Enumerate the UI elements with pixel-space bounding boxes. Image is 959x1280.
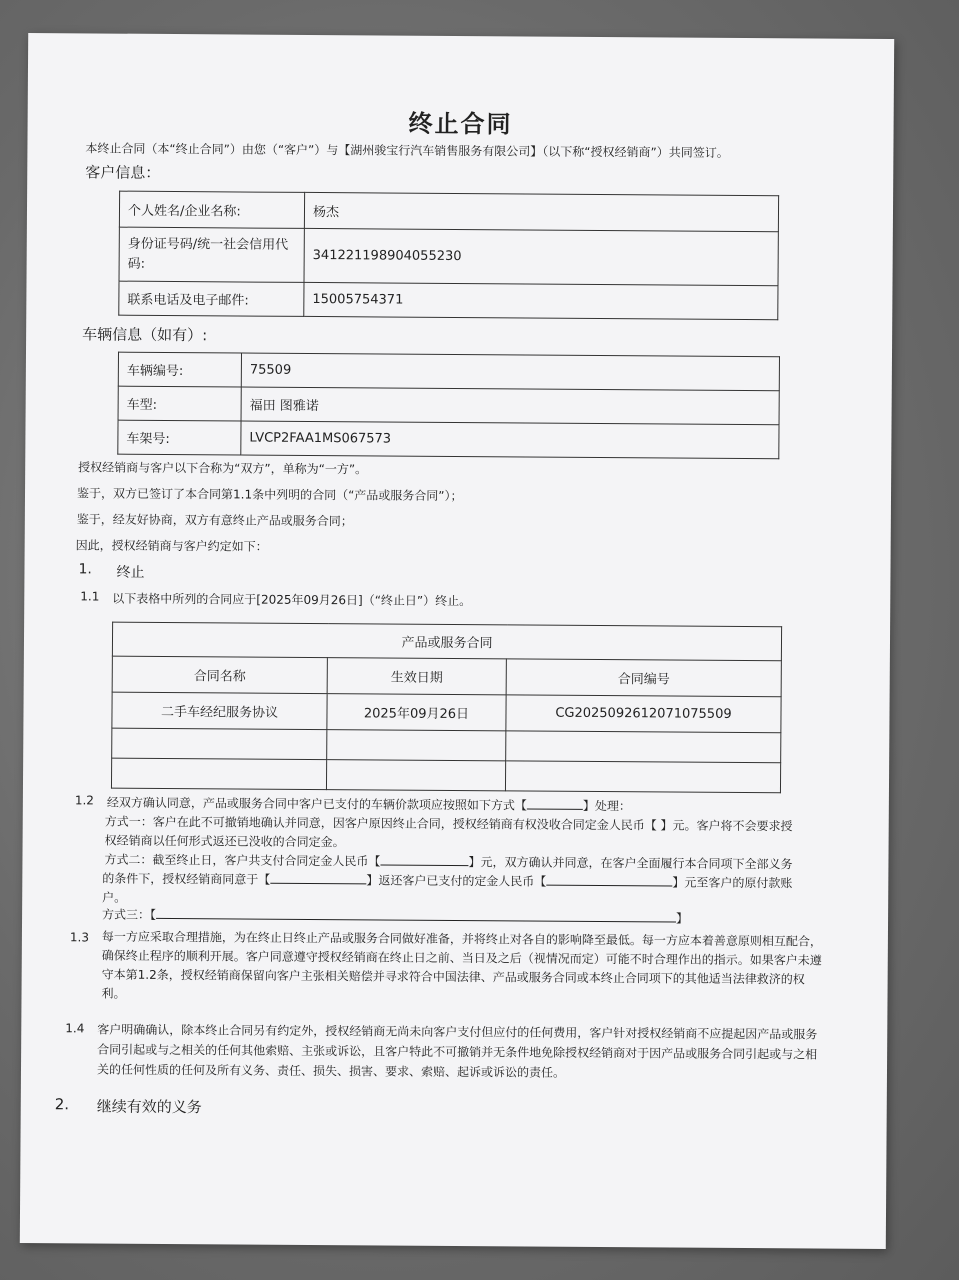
vehicle-vin-label: 车架号:	[118, 420, 241, 455]
vehicle-heading: 车辆信息（如有）:	[82, 325, 208, 345]
customer-name-label: 个人姓名/企业名称:	[119, 191, 304, 228]
table-row	[112, 656, 781, 697]
header-contract-number: 合同编号	[506, 659, 781, 697]
customer-info-table	[118, 191, 779, 321]
clause-1-2-text-b: 】处理：	[582, 798, 631, 814]
document-page	[20, 33, 894, 1249]
customer-heading: 客户信息：	[85, 163, 161, 182]
recital-parties: 授权经销商与客户以下合称为“双方”，单称为“一方”。	[78, 460, 368, 477]
contract-table	[111, 622, 782, 794]
empty-cell	[505, 761, 780, 793]
clause-1-1-number: 1.1	[80, 589, 100, 604]
section-1-title: 终止	[116, 564, 145, 581]
refund-date-blank[interactable]	[270, 871, 366, 885]
customer-contact-label: 联系电话及电子邮件:	[119, 281, 304, 316]
empty-cell	[111, 758, 326, 790]
recital-whereas-2: 鉴于，经友好协商，双方有意终止产品或服务合同；	[76, 512, 353, 529]
contract-table-caption: 产品或服务合同	[112, 622, 781, 661]
table-row	[112, 622, 781, 661]
table-row	[118, 386, 779, 425]
vehicle-number-value: 75509	[241, 353, 779, 391]
clause-1-4-number: 1.4	[65, 1021, 85, 1036]
way2-text-b: 】元，双方确认并同意，在客户全面履行本合同项下全部义务	[468, 855, 793, 872]
way2-text-c: 的条件下，授权经销商同意于【	[102, 871, 271, 887]
way1-line1: 方式一：客户在此不可撤销地确认并同意，因客户原因终止合同，授权经销商有权没收合同定金人民币【 】元。客户将不会要求授	[104, 814, 793, 834]
page-title: 终止合同	[408, 109, 513, 139]
customer-contact-value: 15005754371	[304, 282, 778, 319]
clause-1-2-line	[107, 794, 631, 815]
method-blank[interactable]	[527, 796, 583, 809]
way2-text-d: 】返还客户已支付的定金人民币【	[366, 873, 547, 889]
clause-1-4-text: 客户明确确认，除本终止合同另有约定外，授权经销商无尚未向客户支付但应付的任何费用，客户针对授权经销商不应提起因产品或服务合同引起或与之相关的任何其他索赔、主张或诉讼，且客户特此不可撤销并无条件地免除授权经销商对于因产品或服务合同引起或与之相关的任何性质的任何及所有义务、责任、损失、损害、要求、索赔、起诉或诉讼的责任。	[96, 1022, 818, 1080]
table-row	[119, 191, 778, 232]
way2-line3: 户。	[102, 890, 127, 905]
clause-1-2-text-a: 经双方确认同意，产品或服务合同中客户已支付的车辆价款项应按照如下方式【	[106, 795, 527, 813]
way2-text-e: 】元至客户的原付款账	[672, 875, 793, 891]
empty-cell	[506, 731, 781, 763]
way2-line1	[104, 851, 792, 873]
way2-text-a: 方式二：截至终止日，客户共支付合同定金人民币【	[104, 852, 381, 869]
customer-name-value: 杨杰	[304, 192, 778, 231]
table-row	[118, 420, 779, 459]
table-row	[111, 758, 780, 793]
vehicle-number-label: 车辆编号:	[118, 352, 241, 387]
table-row	[119, 227, 778, 286]
deposit-amount-blank[interactable]	[380, 852, 468, 866]
recital-therefore: 因此，授权经销商与客户约定如下：	[75, 538, 268, 554]
empty-cell	[326, 760, 505, 791]
customer-id-value: 341221198904055230	[304, 228, 778, 285]
clause-1-3-number: 1.3	[69, 930, 90, 945]
way1-line2: 权经销商以任何形式返还已没收的合同定金。	[104, 833, 345, 850]
section-2-title: 继续有效的义务	[96, 1097, 202, 1117]
vehicle-model-value: 福田 图雅诺	[241, 387, 779, 425]
customer-id-label: 身份证号码/统一社会信用代码:	[119, 227, 304, 282]
table-row	[118, 352, 779, 391]
empty-cell	[112, 728, 327, 760]
vehicle-model-label: 车型:	[118, 386, 241, 421]
empty-cell	[327, 730, 506, 761]
vehicle-vin-value: LVCP2FAA1MS067573	[241, 421, 779, 459]
header-effective-date: 生效日期	[327, 658, 506, 695]
way3-text-a: 方式三：【	[102, 907, 157, 922]
table-row	[119, 281, 778, 320]
section-2-number: 2.	[54, 1095, 70, 1114]
cell-contract-number: CG2025092612071075509	[506, 695, 781, 733]
table-row	[112, 728, 781, 763]
header-contract-name: 合同名称	[112, 656, 327, 694]
clause-1-2-number: 1.2	[74, 793, 95, 808]
section-1-number: 1.	[78, 561, 92, 578]
way3-blank[interactable]	[156, 906, 676, 923]
cell-effective-date: 2025年09月26日	[327, 694, 506, 731]
way3-line	[102, 906, 688, 927]
clause-1-3-text: 每一方应采取合理措施，为在终止日终止产品或服务合同做好准备，并将终止对各自的影响降至最低。每一方应本着善意原则相互配合，确保终止程序的顺利开展。客户同意遵守授权经销商在终止日之前、当日及之后（视情况而定）可能不时合理作出的指示。如果客户未遵守本第1.2条，授权经销商保留向客户主张相关赔偿并寻求符合中国法律、产品或服务合同或本终止合同项下的其他适当法律救济的权利。	[101, 929, 822, 1001]
table-row	[112, 692, 781, 733]
clause-1-1-text: 以下表格中所列的合同应于[2025年09月26日]（“终止日”）终止。	[112, 591, 472, 609]
refund-amount-blank[interactable]	[546, 873, 672, 887]
way3-text-b: 】	[676, 911, 689, 926]
vehicle-info-table	[117, 352, 780, 460]
cell-contract-name: 二手车经纪服务协议	[112, 692, 327, 730]
way2-line2	[102, 870, 792, 892]
recital-whereas-1: 鉴于，双方已签订了本合同第1.1条中列明的合同（“产品或服务合同”）；	[76, 486, 463, 504]
intro-paragraph: 本终止合同（本“终止合同”）由您（“客户”）与【湖州骏宝行汽车销售服务有限公司】（以下称“授权经销商”）共同签订。	[85, 141, 729, 160]
